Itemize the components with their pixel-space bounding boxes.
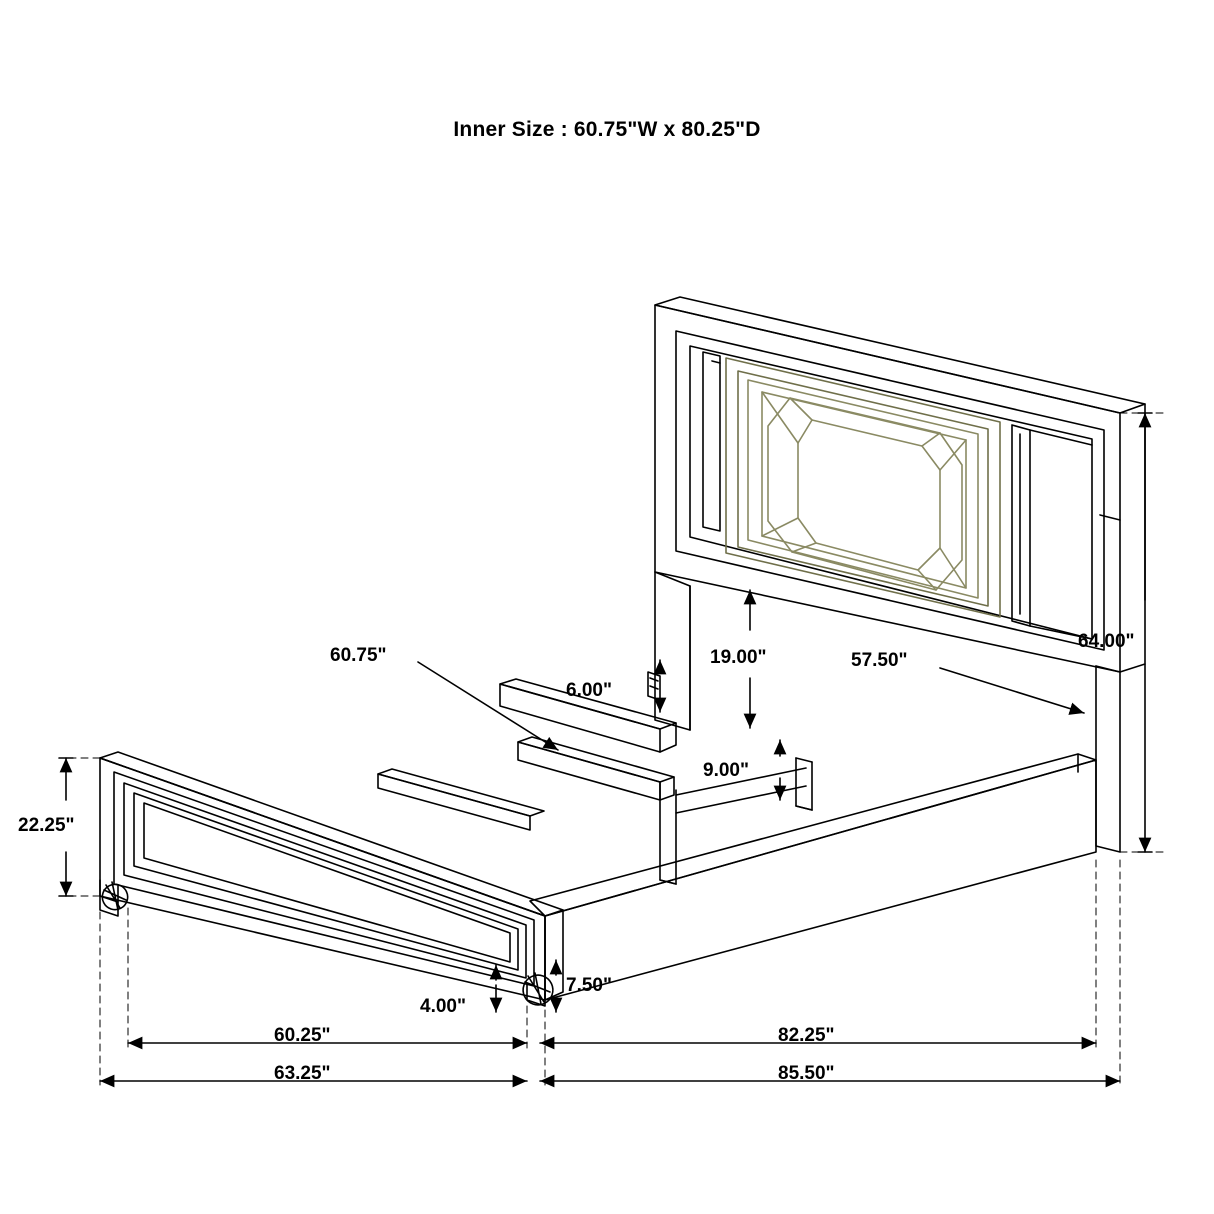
dim-label-rail-height: 6.00" [566, 680, 612, 701]
dim-label-footboard-height: 22.25" [18, 815, 75, 836]
dim-label-slat-clearance: 9.00" [703, 760, 749, 781]
dim-label-headboard-height: 64.00" [1078, 631, 1135, 652]
dim-label-headboard-panel-drop: 19.00" [710, 647, 767, 668]
dim-label-inner-width: 60.75" [330, 645, 387, 666]
dim-label-footboard-inner-width: 60.25" [274, 1025, 331, 1046]
page-title: Inner Size : 60.75"W x 80.25"D [453, 118, 761, 141]
dim-label-headboard-width: 57.50" [851, 650, 908, 671]
dim-label-overall-length: 85.50" [778, 1063, 835, 1084]
rail-bracket [648, 672, 660, 700]
dim-label-leg-height: 7.50" [566, 975, 612, 996]
dim-label-side-rail-length: 82.25" [778, 1025, 835, 1046]
dim-label-foot-offset: 4.00" [420, 996, 466, 1017]
frame-rails-group [378, 679, 1096, 1000]
dim-label-overall-width: 63.25" [274, 1063, 331, 1084]
footboard-group [100, 752, 563, 1006]
